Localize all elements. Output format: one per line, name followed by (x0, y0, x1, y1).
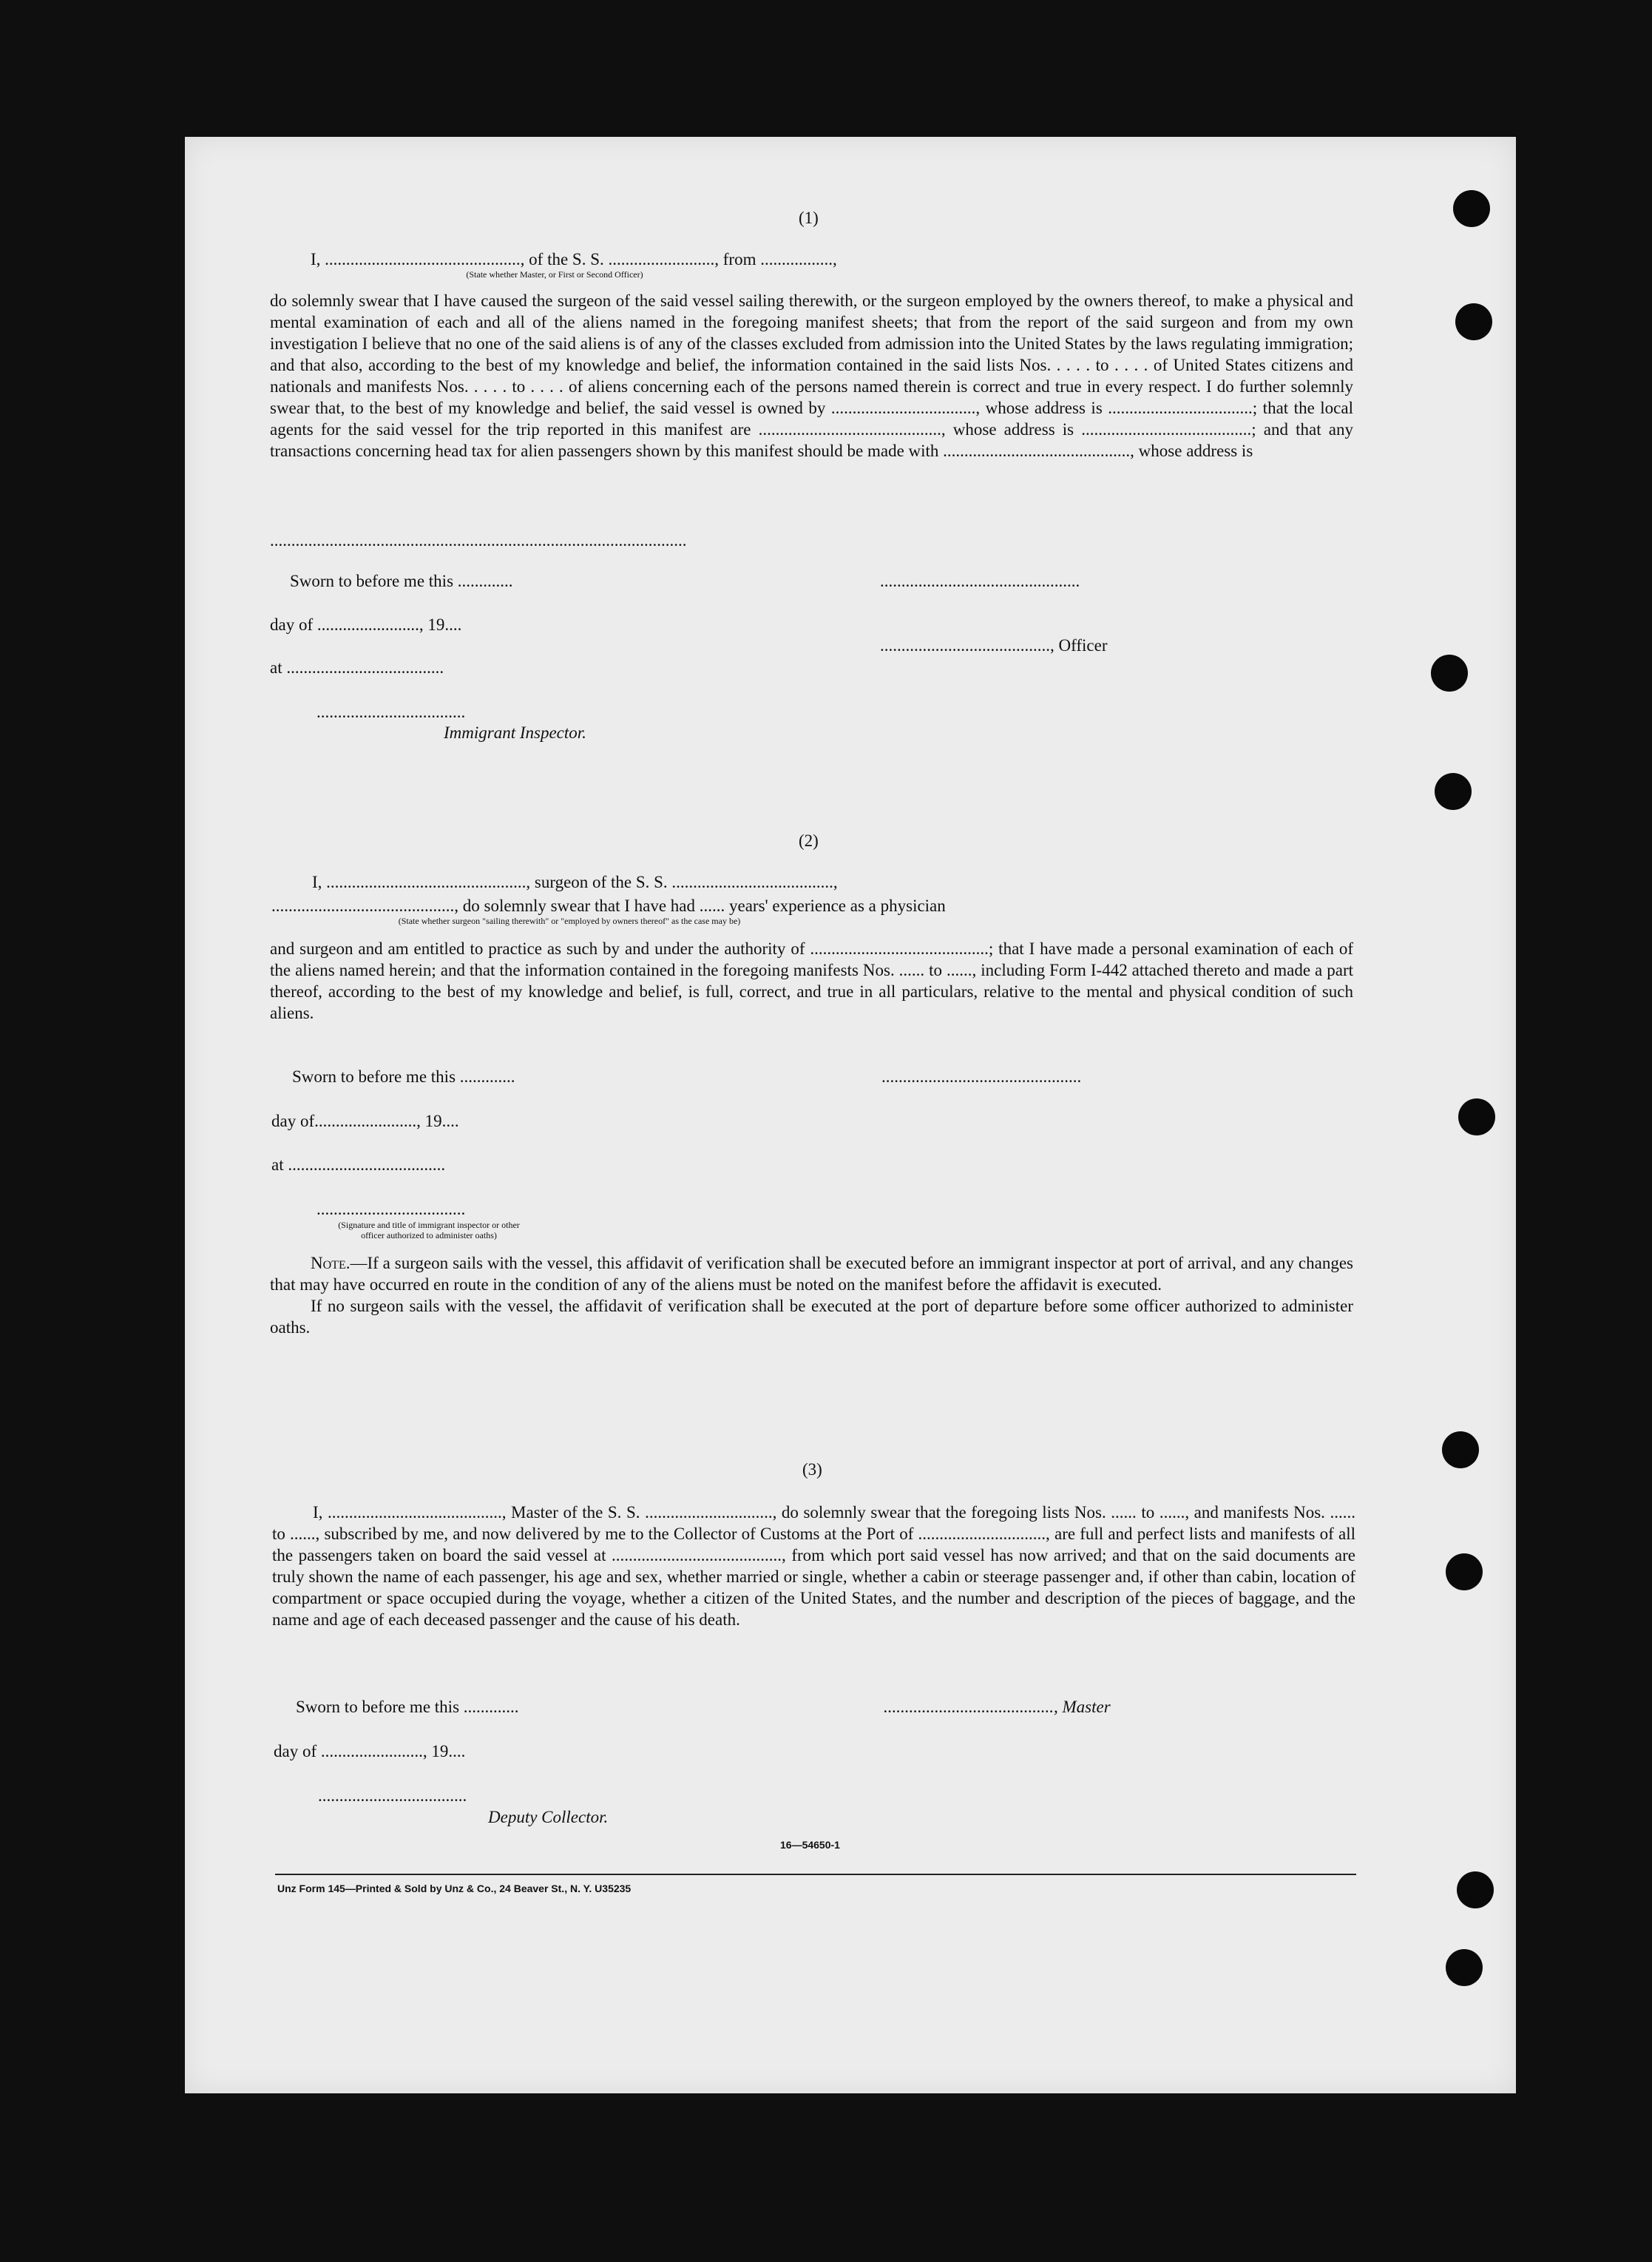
section-2-day: day of........................, 19.... (271, 1112, 459, 1130)
section-1-paragraph: do solemnly swear that I have caused the surgeon of the said vessel sailing therewith, or the surgeon employed by the owners thereof, to make a physical and mental examination of each and all of the aliens named in the foregoing manifest sheets; that from the report of the said surgeon and from my own investigation I believe that no one of the said aliens is of any of the classes excluded from admission into the United States by the laws regulating immigration; and that also, according to the best of my knowledge and belief, the information contained in the said lists Nos. . . . . to . . . . of United States citizens and nationals and manifests Nos. . . . . to . . . . of aliens concerning each of the persons named therein is correct and true in every respect. I do further solemnly swear that, to the best of my knowledge and belief, the said vessel is owned by .................................., whose address is ..................................; that the local agents for the said vessel for the trip reported in this manifest are ..........................................., whose address is ........................................; and that any transactions concerning head tax for alien passengers shown by this manifest should be made with ............................................, whose address is (270, 291, 1353, 460)
note-label: Note. (311, 1254, 351, 1272)
section-1-sworn: Sworn to before me this ............. (290, 572, 513, 590)
note-text-1: —If a surgeon sails with the vessel, this affidavit of verification shall be executed before an immigrant inspector at port of arrival, and any changes that may have occurred en route in the condition of any of the aliens must be noted on the manifest before the affidavit is executed. (270, 1254, 1353, 1294)
section-1-officer-dots: ............................................... (880, 572, 1080, 590)
section-3-day: day of ........................, 19.... (274, 1742, 466, 1760)
punch-hole (1446, 1949, 1483, 1986)
section-1-number: (1) (799, 209, 819, 227)
punch-hole (1446, 1553, 1483, 1590)
punch-hole (1431, 655, 1468, 692)
section-2-at: at ..................................... (271, 1155, 446, 1174)
section-3-sworn: Sworn to before me this ............. (296, 1698, 519, 1716)
punch-hole (1455, 303, 1492, 340)
section-1-first-line-note: (State whether Master, or First or Second Officer) (466, 269, 643, 280)
section-2-signature-dots: ................................... (316, 1200, 466, 1218)
punch-hole (1442, 1431, 1479, 1468)
section-2-second-line: ..........................................., do solemnly swear that I have had ...... years' experience as a physician (271, 897, 946, 915)
punch-hole (1435, 773, 1472, 810)
punch-hole (1457, 1871, 1494, 1908)
section-1-officer-line: ........................................, Officer (880, 636, 1108, 655)
footer-rule (275, 1874, 1356, 1875)
section-2-note (270, 1252, 1353, 1338)
section-1-trailing-dots: .................................................................................................. (270, 531, 687, 550)
section-3-master-line: ........................................, Master (884, 1698, 1111, 1716)
section-2-signature-caption: (Signature and title of immigrant inspector or other officer authorized to administer oaths) (338, 1220, 520, 1240)
section-3-paragraph: I, ........................................., Master of the S. S. .............................., do solemnly swear that the foregoing lists Nos. ...... to ......, and manifests Nos. ...... to ......, subscribed by me, and now delivered by me to the Collector of Customs at the Port of .............................., are full and perfect lists and manifests of all the passengers taken on board the said vessel at ........................................, from which port said vessel has now arrived; and that on the said documents are truly shown the name of each passenger, his age and sex, whether married or single, whether a cabin or steerage passenger and, if other than cabin, location of compartment or space occupied during the voyage, whether a citizen of the United States, and the number and description of the pieces of baggage, and the name and age of each deceased passenger and the cause of his death. (272, 1503, 1355, 1629)
section-2-number: (2) (799, 831, 819, 850)
section-2-first-line: I, ..............................................., surgeon of the S. S. ......................................, (312, 873, 838, 891)
punch-hole (1453, 190, 1490, 227)
section-1-inspector-caption: Immigrant Inspector. (444, 723, 586, 742)
section-1-at: at ..................................... (270, 658, 444, 677)
section-1-day: day of ........................, 19.... (270, 615, 462, 634)
section-3-deputy-caption: Deputy Collector. (488, 1808, 609, 1826)
section-2-sworn: Sworn to before me this ............. (292, 1067, 515, 1086)
note-paragraph-2: If no surgeon sails with the vessel, the affidavit of verification shall be executed at the port of departure before some officer authorized to administer oaths. (270, 1297, 1353, 1337)
section-1-signature-dots: ................................... (316, 703, 466, 721)
section-2-right-dots: ............................................... (881, 1067, 1082, 1086)
note-paragraph-1 (270, 1252, 1353, 1295)
section-3-number: (3) (802, 1460, 822, 1479)
section-2-second-line-note: (State whether surgeon "sailing therewith" or "employed by owners thereof" as the case may be) (398, 916, 741, 926)
section-1-first-line: I, .............................................., of the S. S. ........................., from ................., (311, 250, 837, 269)
section-3-signature-dots: ................................... (318, 1786, 467, 1805)
punch-hole (1458, 1098, 1495, 1135)
printer-footer: Unz Form 145—Printed & Sold by Unz & Co., 24 Beaver St., N. Y. U35235 (277, 1883, 632, 1894)
section-2-paragraph: and surgeon and am entitled to practice as such by and under the authority of ..........................................; that I have made a personal examination of each of the aliens named herein; and that the information contained in the foregoing manifests Nos. ...... to ......, including Form I-442 attached thereto and made a part thereof, according to the best of my knowledge and belief, is full, correct, and true in all particulars, relative to the mental and physical condition of such aliens. (270, 939, 1353, 1022)
form-number: 16—54650-1 (780, 1839, 840, 1851)
